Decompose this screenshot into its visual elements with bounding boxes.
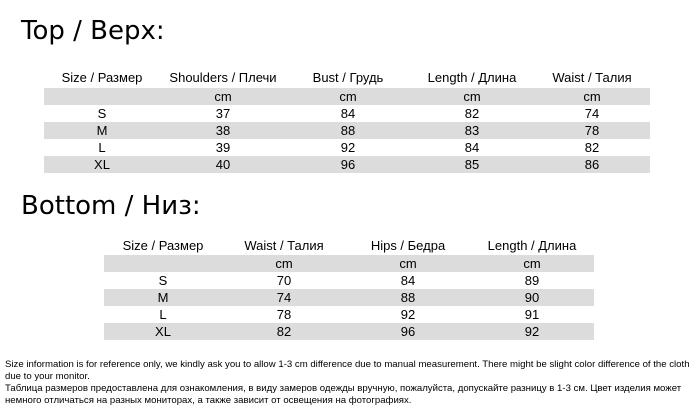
table-cell: 74 — [222, 289, 346, 306]
table-cell — [104, 255, 222, 272]
table-cell: 96 — [286, 156, 410, 173]
table-cell: 84 — [464, 140, 480, 155]
table-cell: 40 — [160, 156, 286, 173]
top-unit-row — [44, 87, 650, 105]
table-cell: 96 — [346, 323, 470, 340]
unit-cell: cm — [222, 255, 346, 272]
note-english: Size information is for reference only, we kindly ask you to allow 1-3 cm difference due to manual measurement. There might be slight color difference of the cloth due to your monitor. — [5, 359, 690, 382]
table-cell: 82 — [222, 323, 346, 340]
table-cell — [44, 87, 160, 105]
table-row — [44, 139, 650, 156]
bottom-section-title: Bottom / Низ: — [21, 191, 201, 221]
top-header-length: Length / Длина — [427, 70, 517, 85]
table-cell: 39 — [215, 140, 231, 155]
table-cell: 78 — [276, 307, 292, 322]
size-cell: M — [44, 122, 160, 139]
table-cell: 88 — [346, 289, 470, 306]
table-cell: 92 — [340, 140, 356, 155]
size-cell: M — [104, 289, 222, 306]
size-cell: XL — [44, 156, 160, 173]
size-cell: S — [97, 106, 107, 121]
bottom-header-waist: Waist / Талия — [244, 238, 324, 253]
table-cell: 88 — [286, 122, 410, 139]
size-cell: XL — [104, 323, 222, 340]
unit-cell: cm — [410, 87, 534, 105]
table-cell: 38 — [160, 122, 286, 139]
table-cell: 70 — [276, 273, 292, 288]
table-row — [44, 156, 650, 173]
table-cell: 83 — [410, 122, 534, 139]
table-row — [44, 122, 650, 139]
table-cell: 90 — [470, 289, 594, 306]
unit-cell: cm — [346, 255, 470, 272]
table-cell: 89 — [524, 273, 540, 288]
top-header-waist: Waist / Талия — [552, 70, 632, 85]
table-cell: 91 — [524, 307, 540, 322]
table-cell: 84 — [340, 106, 356, 121]
table-cell: 86 — [534, 156, 650, 173]
table-cell: 92 — [400, 307, 416, 322]
unit-cell: cm — [534, 87, 650, 105]
size-notes — [5, 359, 697, 407]
table-row — [104, 306, 594, 323]
table-cell: 82 — [464, 106, 480, 121]
unit-cell: cm — [160, 87, 286, 105]
table-row — [104, 272, 594, 289]
bottom-unit-row — [104, 255, 594, 272]
table-cell: 84 — [400, 273, 416, 288]
table-cell: 85 — [410, 156, 534, 173]
table-cell: 78 — [534, 122, 650, 139]
unit-cell: cm — [286, 87, 410, 105]
bottom-header-row — [104, 237, 594, 255]
top-header-bust: Bust / Грудь — [312, 70, 384, 85]
table-cell: 92 — [470, 323, 594, 340]
table-cell: 74 — [584, 106, 600, 121]
top-header-row — [44, 70, 650, 87]
size-cell: S — [158, 273, 168, 288]
size-cell: L — [98, 140, 106, 155]
bottom-header-length: Length / Длина — [487, 238, 577, 253]
top-size-table — [44, 70, 650, 173]
table-cell: 82 — [584, 140, 600, 155]
top-header-shoulders: Shoulders / Плечи — [169, 70, 277, 85]
size-cell: L — [159, 307, 167, 322]
bottom-header-size: Size / Размер — [122, 238, 204, 253]
top-header-size: Size / Размер — [61, 70, 143, 85]
table-row — [44, 105, 650, 122]
note-russian: Таблица размеров предоставлена для ознакомления, в виду замеров одежды вручную, пожалуйста, допускайте разницу в 1-3 см. Цвет изделия может немного отличаться на разных мониторах, а также зависит от освещения на фотографиях. — [5, 383, 682, 406]
top-section-title: Top / Верх: — [21, 16, 165, 46]
table-cell: 37 — [215, 106, 231, 121]
bottom-size-table — [104, 237, 594, 340]
table-row — [104, 323, 594, 340]
bottom-header-hips: Hips / Бедра — [370, 238, 446, 253]
table-row — [104, 289, 594, 306]
unit-cell: cm — [470, 255, 594, 272]
